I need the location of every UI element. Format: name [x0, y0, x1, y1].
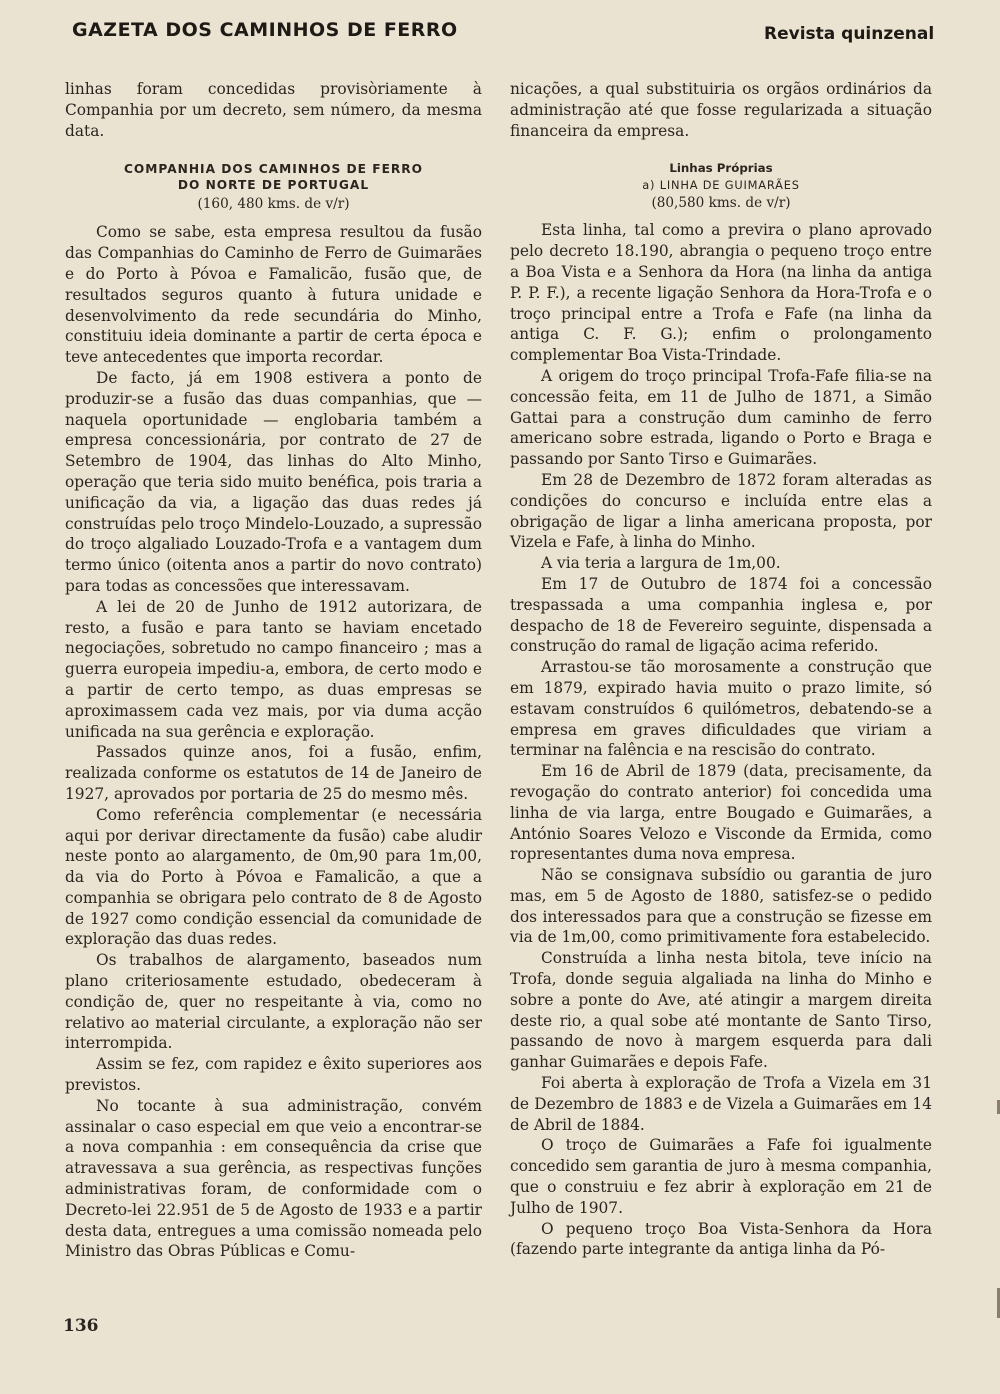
right-intro-paragraph: nicações, a qual substituiria os orgãos ordinários da administração até que fosse regularizada a situação financeira da empresa.	[510, 80, 932, 140]
right-paragraph: Foi aberta à exploração de Trofa a Vizela em 31 de Dezembro de 1883 e de Vizela a Guimarães em 14 de Abril de 1884.	[510, 1074, 932, 1134]
subsection-heading: Linhas Próprias	[669, 161, 773, 176]
right-paragraph: A via teria a largura de 1m,00.	[541, 554, 781, 573]
right-paragraph: Construída a linha nesta bitola, teve início na Trofa, donde seguia algaliada na linha do Minho e sobre a ponte do Ave, até atingir a margem direita deste rio, a qual sobe até montante de Santo Tirso, passando de novo à margem esquerda para dali ganhar Guimarães e depois Fafe.	[510, 949, 932, 1072]
journal-subtitle: Revista quinzenal	[764, 24, 935, 44]
right-paragraph: Não se consignava subsídio ou garantia de juro mas, em 5 de Agosto de 1880, satisfez-se o pedido dos interessados para que a construção se fizesse em via de 1m,00, como primitivamente fora estabelecido.	[510, 866, 932, 947]
page-number: 136	[63, 1316, 99, 1336]
left-paragraph: A lei de 20 de Junho de 1912 autorizara, de resto, a fusão e para tanto se haviam encetado negociações, sobretudo no campo financeiro ; mas a guerra europeia impediu-a, embora, de certo modo e a partir de certo tempo, as duas empresas se aproximassem cada vez mais, por via duma acção unificada na sua gerência e exploração.	[65, 597, 482, 741]
right-paragraph: A origem do troço principal Trofa-Fafe filia-se na concessão feita, em 11 de Julho de 1871, a Simão Gattai para a construção dum caminho de ferro americano sobre estrada, ligando o Porto e Braga e passando por Santo Tirso e Guimarães.	[510, 366, 932, 469]
left-paragraph: Os trabalhos de alargamento, baseados num plano criteriosamente estudado, obedeceram à condição de, quer no respeitante à via, como no relativo ao material circulante, a exploração não ser interrompida.	[65, 951, 482, 1053]
right-paragraph: Esta linha, tal como a previra o plano aprovado pelo decreto 18.190, abrangia o pequeno troço entre a Boa Vista e a Senhora da Hora (na linha da antiga P. P. F.), a recente ligação Senhora da Hora-Trofa e o troço principal entre a Trofa e Fafe (na linha da antiga C. F. G.); enfim o prolongamento complementar Boa Vista-Trindade.	[510, 221, 932, 365]
section-title-line-2: DO NORTE DE PORTUGAL	[177, 178, 370, 193]
right-paragraph: Em 17 de Outubro de 1874 foi a concessão trespassada a uma companhia inglesa e, por despacho de 18 de Fevereiro seguinte, dispensada a construção do ramal de ligação acima referido.	[510, 574, 932, 656]
subsection-length: (80,580 kms. de v/r)	[651, 195, 791, 212]
left-paragraph: Como referência complementar (e necessária aqui por derivar directamente da fusão) cabe aludir neste ponto ao alargamento, de 0m,90 para 1m,00, da via do Porto à Póvoa e Famalicão, a que a companhia se obrigara pelo contrato de 8 de Agosto de 1927 como condição essencial da comunidade de exploração das duas redes.	[65, 805, 482, 949]
subsection-line-heading: a) LINHA DE GUIMARÃES	[642, 178, 800, 193]
left-paragraph: Assim se fez, com rapidez e êxito superiores aos previstos.	[65, 1055, 482, 1095]
right-paragraph: Arrastou-se tão morosamente a construção que em 1879, expirado havia muito o prazo limite, só estavam construídos 6 quilómetros, debatendo-se a empresa em graves dificuldades que viriam a terminar na falência e na rescisão do contrato.	[510, 658, 932, 760]
journal-title: GAZETA DOS CAMINHOS DE FERRO	[72, 19, 458, 41]
right-paragraph: O pequeno troço Boa Vista-Senhora da Hora (fazendo parte integrante da antiga linha da Pó-	[510, 1219, 932, 1259]
right-paragraph: Em 16 de Abril de 1879 (data, precisamente, da revogação do contrato anterior) foi concedida uma linha de via larga, entre Bougado e Guimarães, a António Soares Velozo e Visconde da Ermida, como ropresentantes duma nova empresa.	[510, 762, 932, 864]
right-paragraph: Em 28 de Dezembro de 1872 foram alteradas as condições do concurso e incluída entre elas a obrigação de ligar a linha americana proposta, por Vizela e Fafe, à linha do Minho.	[510, 470, 932, 552]
left-paragraph: No tocante à sua administração, convém assinalar o caso especial em que veio a encontrar-se a nova companhia : em consequência da crise que atravessava a sua gerência, as respectivas funções administrativas foram, de conformidade com o Decreto-lei 22.951 de 5 de Agosto de 1933 e a partir desta data, entregues a uma comissão nomeada pelo Ministro das Obras Públicas e Comu-	[65, 1096, 482, 1261]
left-intro-paragraph: linhas foram concedidas provisòriamente à Companhia por um decreto, sem número, da mesma data.	[65, 80, 482, 140]
right-paragraph: O troço de Guimarães a Fafe foi igualmente concedido sem garantia de juro à mesma companhia, que o construiu e fez abrir à exploração em 21 de Julho de 1907.	[510, 1136, 932, 1217]
left-paragraph: Como se sabe, esta empresa resultou da fusão das Companhias do Caminho de Ferro de Guimarães e do Porto à Póvoa e Famalicão, fusão que, de resultados seguros quanto à futura unidade e desenvolvimento da rede secundária do Minho, constituiu ideia dominante a partir de certa época e teve antecedentes que importa recordar.	[65, 223, 482, 367]
left-paragraph: Passados quinze anos, foi a fusão, enfim, realizada conforme os estatutos de 14 de Janeiro de 1927, aprovados por portaria de 25 do mesmo mês.	[65, 743, 482, 803]
section-subtitle: (160, 480 kms. de v/r)	[197, 196, 350, 213]
left-column	[65, 79, 482, 1262]
section-title-line-1: COMPANHIA DOS CAMINHOS DE FERRO	[123, 162, 424, 177]
section-title	[65, 161, 482, 193]
right-column	[510, 79, 932, 1260]
left-paragraph: De facto, já em 1908 estivera a ponto de produzir-se a fusão das duas companhias, que — naquela oportunidade — englobaria também a empresa concessionária, por contrato de 27 de Setembro de 1904, das linhas do Alto Minho, operação que teria sido muito benéfica, pois traria a unificação da via, a ligação das duas redes já construídas pelo troço Mindelo-Louzado, a supressão do troço algaliado Louzado-Trofa e a vantagem dum termo único (oitenta anos a partir do novo contrato) para todas as concessões que interessavam.	[65, 368, 482, 595]
